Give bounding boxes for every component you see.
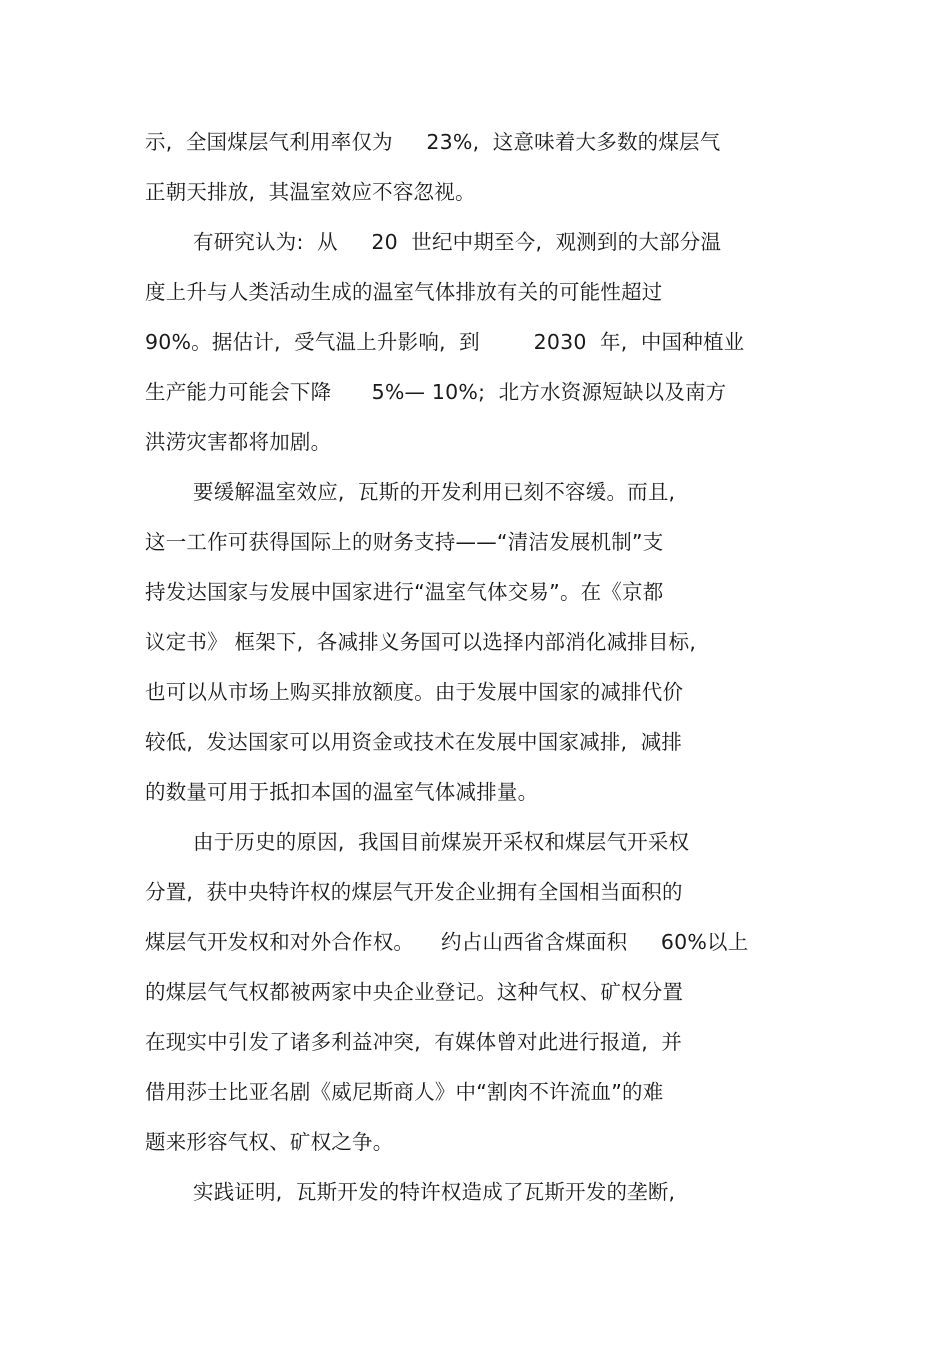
paragraph-first-line: 要缓解温室效应, 瓦斯的开发利用已刻不容缓。而且,: [193, 480, 676, 504]
text-line: 生产能力可能会下降 5%— 10%; 北方水资源短缺以及南方: [145, 380, 727, 404]
text-line: 洪涝灾害都将加剧。: [145, 430, 332, 454]
text-line: 借用莎士比亚名剧《威尼斯商人》中“割肉不许流血”的难: [145, 1080, 664, 1104]
paragraph-first-line: 实践证明, 瓦斯开发的特许权造成了瓦斯开发的垄断,: [193, 1180, 676, 1204]
paragraph-first-line: 有研究认为: 从 20 世纪中期至今, 观测到的大部分温: [193, 230, 722, 254]
text-line: 这一工作可获得国际上的财务支持——“清洁发展机制”支: [145, 530, 664, 554]
text-line: 的数量可用于抵扣本国的温室气体减排量。: [145, 780, 539, 804]
text-line: 持发达国家与发展中国家进行“温室气体交易”。在《京都: [145, 580, 664, 604]
text-line: 题来形容气权、矿权之争。: [145, 1130, 394, 1154]
text-line: 度上升与人类活动生成的温室气体排放有关的可能性超过: [145, 280, 663, 304]
text-line: 较低, 发达国家可以用资金或技术在发展中国家减排, 减排: [145, 730, 683, 754]
text-line: 正朝天排放, 其温室效应不容忽视。: [145, 180, 476, 204]
text-line: 也可以从市场上购买排放额度。由于发展中国家的减排代价: [145, 680, 684, 704]
text-line: 90%。据估计, 受气温上升影响, 到 2030 年, 中国种植业: [145, 330, 745, 354]
text-line: 煤层气开发权和对外合作权。 约占山西省含煤面积 60%以上: [145, 930, 749, 954]
paragraph-first-line: 由于历史的原因, 我国目前煤炭开采权和煤层气开采权: [193, 830, 690, 854]
text-line: 分置, 获中央特许权的煤层气开发企业拥有全国相当面积的: [145, 880, 683, 904]
text-line: 议定书》 框架下, 各减排义务国可以选择内部消化减排目标,: [145, 630, 697, 654]
text-line: 的煤层气气权都被两家中央企业登记。这种气权、矿权分置: [145, 980, 684, 1004]
text-line: 在现实中引发了诸多利益冲突, 有媒体曾对此进行报道, 并: [145, 1030, 683, 1054]
text-line: 示, 全国煤层气利用率仅为 23%, 这意味着大多数的煤层气: [145, 130, 721, 154]
